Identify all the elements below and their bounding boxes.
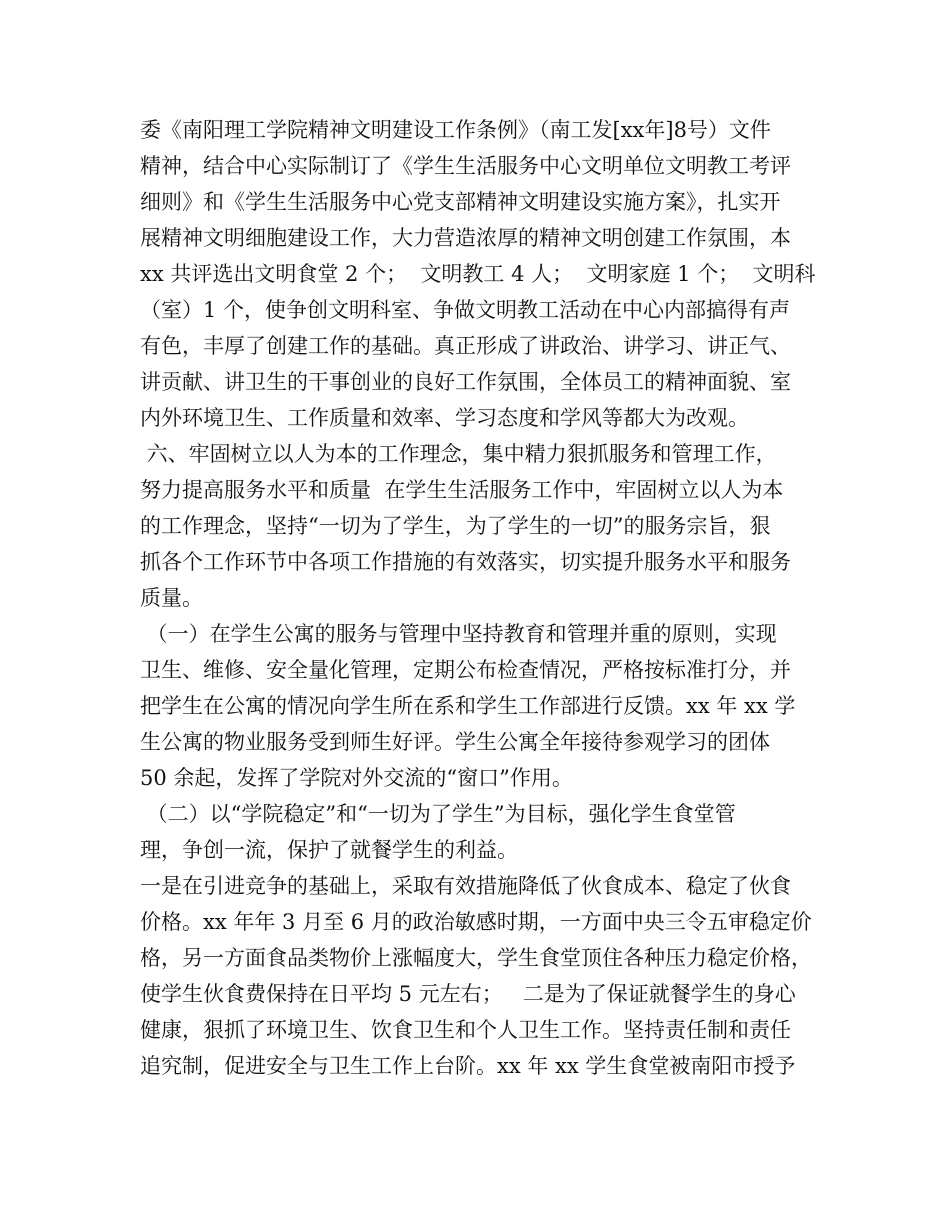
- text-line: 50 余起，发挥了学院对外交流的“窗口”作用。: [140, 766, 573, 790]
- text-line: 有色，丰厚了创建工作的基础。真正形成了讲政治、讲学习、讲正气、: [140, 334, 791, 358]
- text-line: 一是在引进竞争的基础上，采取有效措施降低了伙食成本、稳定了伙食: [140, 874, 791, 898]
- text-line: 格，另一方面食品类物价上涨幅度大，学生食堂顶住各种压力稳定价格，: [140, 946, 812, 970]
- text-line: 委《南阳理工学院精神文明建设工作条例》（南工发[xx年]8号）文件: [140, 118, 771, 142]
- text-line: 把学生在公寓的情况向学生所在系和学生工作部进行反馈。xx 年 xx 学: [140, 694, 796, 718]
- text-line: 精神，结合中心实际制订了《学生生活服务中心文明单位文明教工考评: [140, 154, 791, 178]
- text-line: 的工作理念，坚持“一切为了学生，为了学生的一切”的服务宗旨，狠: [140, 514, 771, 538]
- text-line: 质量。: [140, 586, 203, 610]
- text-line: 使学生伙食费保持在日平均 5 元左右； 二是为了保证就餐学生的身心: [140, 982, 796, 1006]
- text-line: 健康，狠抓了环境卫生、饮食卫生和个人卫生工作。坚持责任制和责任: [140, 1018, 791, 1042]
- text-line: 六、牢固树立以人为本的工作理念，集中精力狠抓服务和管理工作，: [140, 442, 777, 466]
- text-line: 抓各个工作环节中各项工作措施的有效落实，切实提升服务水平和服务: [140, 550, 791, 574]
- text-line: xx 共评选出文明食堂 2 个； 文明教工 4 人； 文明家庭 1 个； 文明科: [140, 262, 816, 286]
- text-line: 生公寓的物业服务受到师生好评。学生公寓全年接待参观学习的团体: [140, 730, 770, 754]
- text-line: 努力提高服务水平和质量 在学生生活服务工作中，牢固树立以人为本: [140, 478, 784, 502]
- text-line: 追究制，促进安全与卫生工作上台阶。xx 年 xx 学生食堂被南阳市授予: [140, 1054, 796, 1078]
- text-line: 理，争创一流，保护了就餐学生的利益。: [140, 838, 518, 862]
- text-line: 卫生、维修、安全量化管理，定期公布检查情况，严格按标准打分，并: [140, 658, 791, 682]
- text-line: 细则》和《学生生活服务中心党支部精神文明建设实施方案》，扎实开: [140, 190, 781, 214]
- text-line: （一）在学生公寓的服务与管理中坚持教育和管理并重的原则，实现: [140, 622, 777, 646]
- text-line: 讲贡献、讲卫生的干事创业的良好工作氛围，全体员工的精神面貌、室: [140, 370, 791, 394]
- text-line: 内外环境卫生、工作质量和效率、学习态度和学风等都大为改观。: [140, 406, 749, 430]
- text-line: 展精神文明细胞建设工作，大力营造浓厚的精神文明创建工作氛围，本: [140, 226, 791, 250]
- text-line: （二）以“学院稳定”和“一切为了学生”为目标，强化学生食堂管: [140, 802, 736, 826]
- text-line: 价格。xx 年年 3 月至 6 月的政治敏感时期，一方面中央三令五审稳定价: [140, 910, 812, 934]
- text-line: （室）1 个，使争创文明科室、争做文明教工活动在中心内部搞得有声: [140, 298, 791, 322]
